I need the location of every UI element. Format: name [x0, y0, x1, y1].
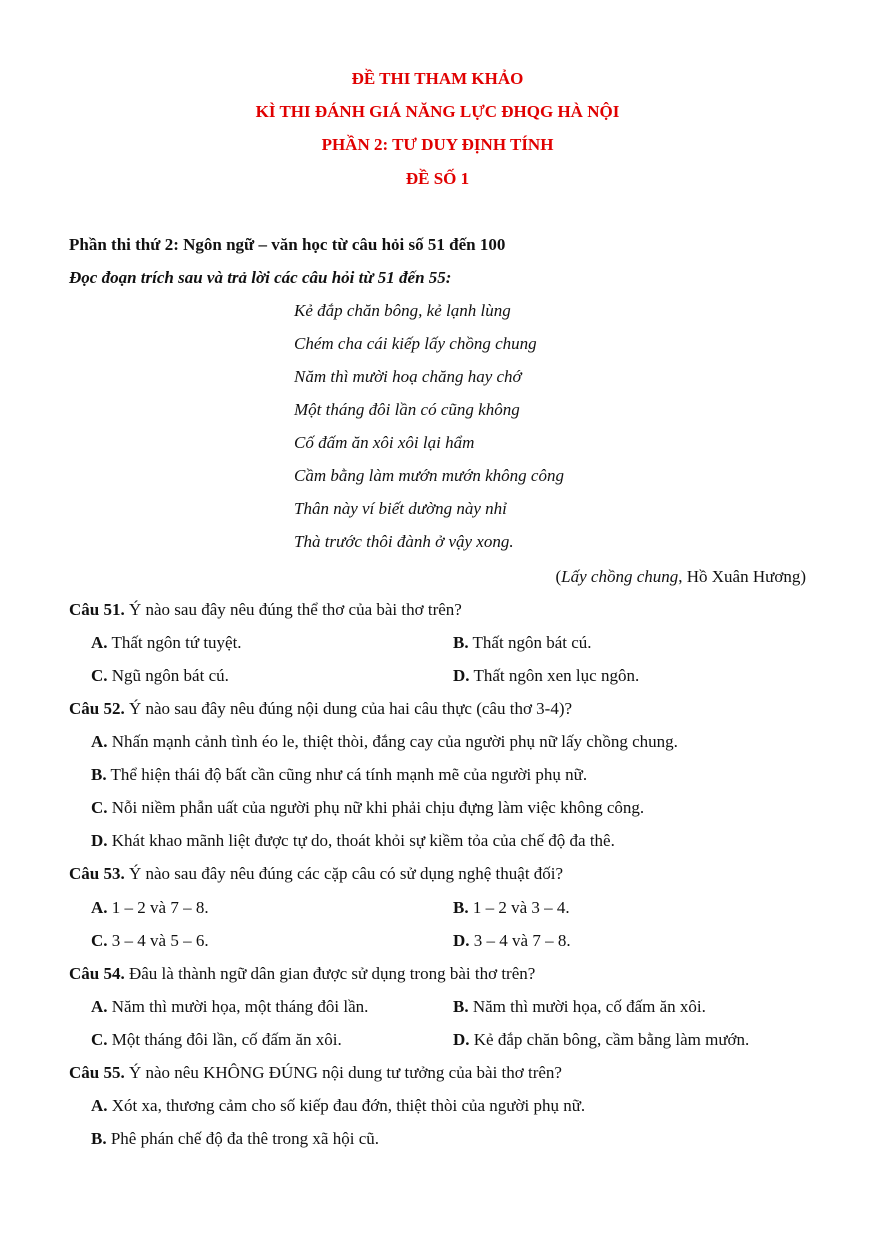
option-text: Nỗi niềm phẫn uất của người phụ nữ khi phải chịu đựng làm việc không công. — [107, 798, 645, 817]
question-54 — [69, 963, 535, 985]
q52-option-a[interactable] — [91, 731, 678, 753]
question-text: Ý nào nêu KHÔNG ĐÚNG nội dung tư tưởng của bài thơ trên? — [124, 1063, 562, 1082]
poem-line: Năm thì mười hoạ chăng hay chớ — [294, 367, 522, 386]
q53-option-b[interactable] — [453, 897, 570, 919]
q53-option-a[interactable] — [91, 897, 209, 919]
question-51 — [69, 599, 462, 621]
option-text: Nhấn mạnh cảnh tình éo le, thiệt thòi, đắng cay của người phụ nữ lấy chồng chung. — [107, 732, 678, 751]
option-text: Kẻ đắp chăn bông, cầm bằng làm mướn. — [469, 1030, 750, 1049]
option-label: B. — [91, 1129, 107, 1148]
option-label: A. — [91, 997, 108, 1016]
q55-option-b[interactable] — [91, 1128, 379, 1150]
question-label: Câu 53. — [69, 864, 125, 883]
source-rest: , Hồ Xuân Hương) — [678, 567, 806, 586]
poem-line: Thà trước thôi đành ở vậy xong. — [294, 532, 514, 551]
section-instruction: Đọc đoạn trích sau và trả lời các câu hỏi từ 51 đến 55: — [69, 268, 452, 287]
option-text: Phê phán chế độ đa thê trong xã hội cũ. — [106, 1129, 379, 1148]
question-label: Câu 52. — [69, 699, 125, 718]
option-text: Khát khao mãnh liệt được tự do, thoát khỏi sự kiềm tỏa của chế độ đa thê. — [107, 831, 615, 850]
option-text: Ngũ ngôn bát cú. — [107, 666, 229, 685]
q52-option-c[interactable] — [91, 797, 644, 819]
option-label: B. — [453, 997, 469, 1016]
q53-option-d[interactable] — [453, 930, 571, 952]
option-label: D. — [453, 931, 470, 950]
q54-option-a[interactable] — [91, 996, 368, 1018]
option-label: A. — [91, 732, 108, 751]
option-text: 1 – 2 và 7 – 8. — [107, 898, 209, 917]
option-label: D. — [453, 1030, 470, 1049]
q51-option-a[interactable] — [91, 632, 242, 654]
option-label: A. — [91, 898, 108, 917]
option-text: 3 – 4 và 5 – 6. — [107, 931, 209, 950]
option-label: B. — [453, 898, 469, 917]
question-text: Ý nào sau đây nêu đúng nội dung của hai câu thực (câu thơ 3-4)? — [124, 699, 573, 718]
option-label: D. — [91, 831, 108, 850]
question-text: Ý nào sau đây nêu đúng các cặp câu có sử dụng nghệ thuật đối? — [124, 864, 564, 883]
option-label: A. — [91, 633, 108, 652]
q51-option-c[interactable] — [91, 665, 229, 687]
question-label: Câu 54. — [69, 964, 125, 983]
q51-option-d[interactable] — [453, 665, 639, 687]
q51-option-b[interactable] — [453, 632, 592, 654]
question-label: Câu 51. — [69, 600, 125, 619]
option-label: B. — [91, 765, 107, 784]
option-label: C. — [91, 931, 108, 950]
question-text: Ý nào sau đây nêu đúng thể thơ của bài thơ trên? — [124, 600, 462, 619]
poem-line: Thân này ví biết dường này nhỉ — [294, 499, 507, 518]
option-label: D. — [453, 666, 470, 685]
option-text: Thất ngôn tứ tuyệt. — [107, 633, 242, 652]
option-text: 1 – 2 và 3 – 4. — [468, 898, 570, 917]
option-text: Thất ngôn xen lục ngôn. — [469, 666, 640, 685]
q52-option-b[interactable] — [91, 764, 587, 786]
question-55 — [69, 1062, 562, 1084]
question-label: Câu 55. — [69, 1063, 125, 1082]
header-line-2: KÌ THI ĐÁNH GIÁ NĂNG LỰC ĐHQG HÀ NỘI — [255, 102, 620, 121]
question-text: Đâu là thành ngữ dân gian được sử dụng trong bài thơ trên? — [124, 964, 536, 983]
q54-option-b[interactable] — [453, 996, 706, 1018]
poem-line: Cố đấm ăn xôi xôi lại hẩm — [294, 433, 475, 452]
option-text: Năm thì mười họa, một tháng đôi lần. — [107, 997, 369, 1016]
option-text: Xót xa, thương cảm cho số kiếp đau đớn, thiệt thòi của người phụ nữ. — [107, 1096, 586, 1115]
section-title: Phần thi thứ 2: Ngôn ngữ – văn học từ câu hỏi số 51 đến 100 — [69, 235, 506, 254]
q54-option-d[interactable] — [453, 1029, 749, 1051]
option-label: C. — [91, 666, 108, 685]
option-text: Thể hiện thái độ bất cần cũng như cá tính mạnh mẽ của người phụ nữ. — [106, 765, 588, 784]
option-label: C. — [91, 1030, 108, 1049]
option-text: Thất ngôn bát cú. — [468, 633, 592, 652]
poem-source — [555, 566, 806, 588]
question-52 — [69, 698, 572, 720]
option-label: C. — [91, 798, 108, 817]
q55-option-a[interactable] — [91, 1095, 585, 1117]
option-label: B. — [453, 633, 469, 652]
option-text: 3 – 4 và 7 – 8. — [469, 931, 571, 950]
source-open: ( — [555, 567, 562, 586]
question-53 — [69, 863, 563, 885]
poem-line: Cầm bằng làm mướn mướn không công — [294, 466, 564, 485]
header-line-1: ĐỀ THI THAM KHẢO — [351, 69, 524, 88]
option-label: A. — [91, 1096, 108, 1115]
header-line-3: PHẦN 2: TƯ DUY ĐỊNH TÍNH — [321, 135, 554, 154]
header-line-4: ĐỀ SỐ 1 — [405, 169, 470, 188]
q54-option-c[interactable] — [91, 1029, 342, 1051]
q53-option-c[interactable] — [91, 930, 209, 952]
source-title: Lấy chồng chung — [561, 567, 679, 586]
poem-line: Kẻ đắp chăn bông, kẻ lạnh lùng — [294, 301, 511, 320]
option-text: Một tháng đôi lần, cố đấm ăn xôi. — [107, 1030, 342, 1049]
poem-line: Một tháng đôi lần có cũng không — [294, 400, 520, 419]
q52-option-d[interactable] — [91, 830, 615, 852]
poem-line: Chém cha cái kiếp lấy chồng chung — [294, 334, 537, 353]
option-text: Năm thì mười họa, cố đấm ăn xôi. — [468, 997, 706, 1016]
